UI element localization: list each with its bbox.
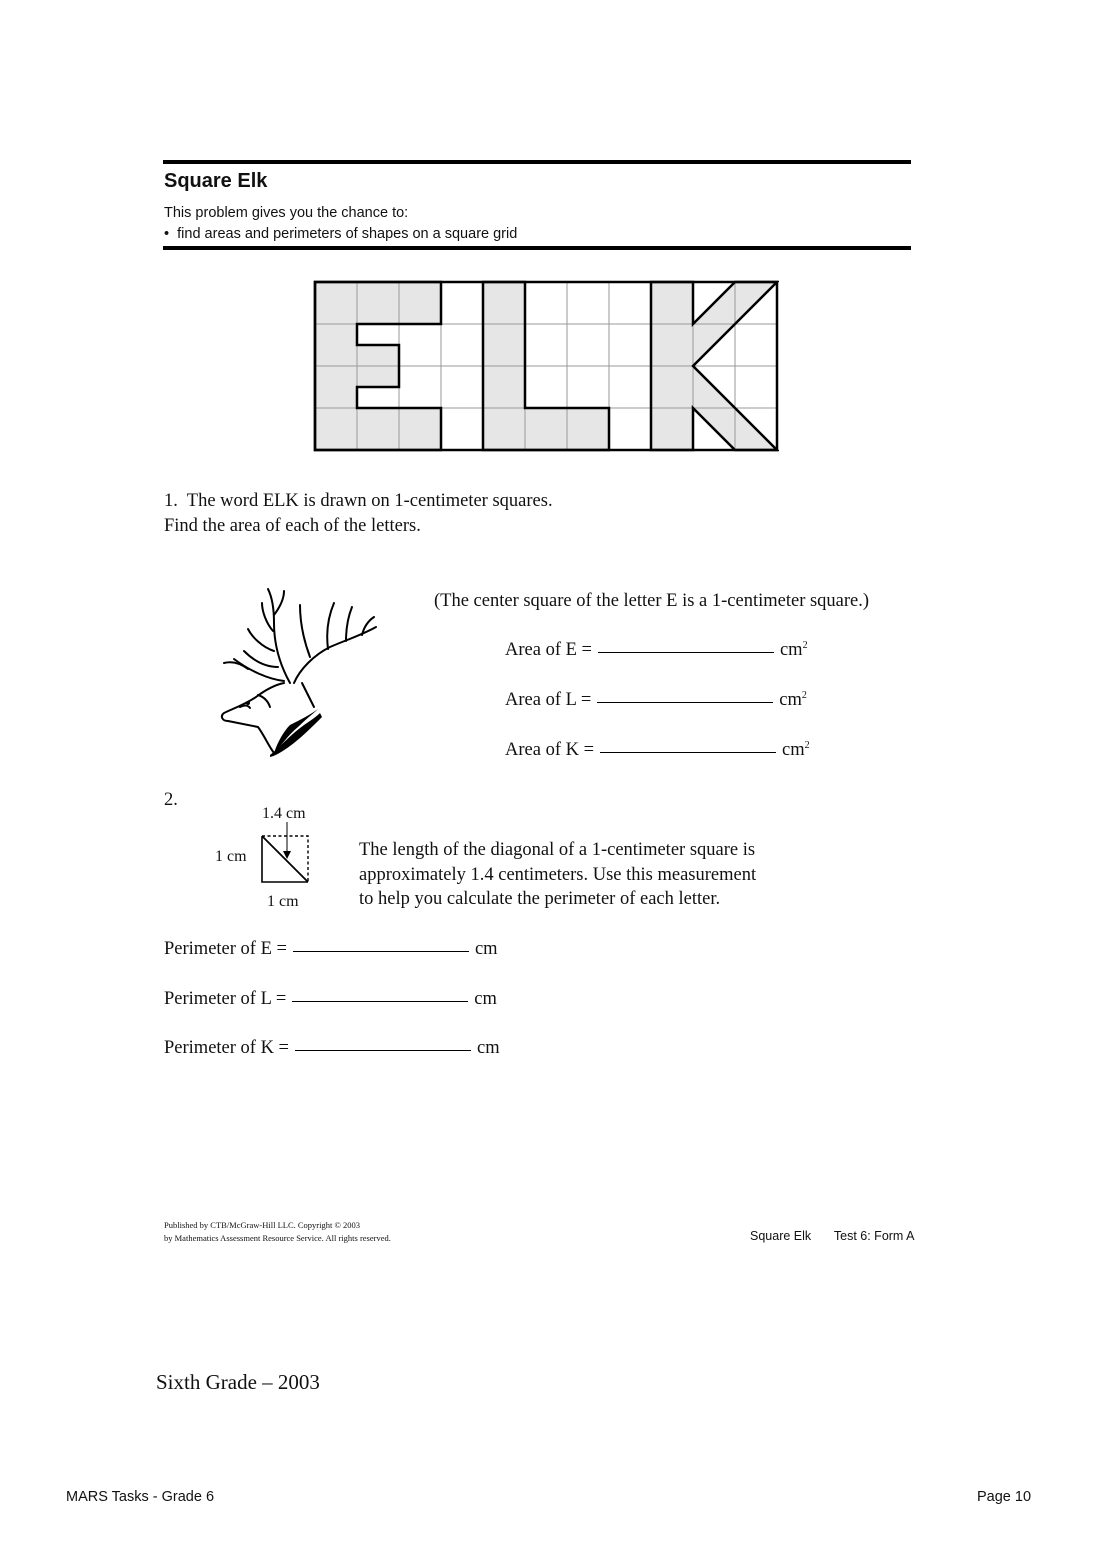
page-number: Page 10 (977, 1489, 1032, 1505)
area-e-row (505, 640, 808, 661)
area-e-exponent: 2 (802, 640, 808, 651)
perimeter-k-label: Perimeter of K = (164, 1038, 289, 1058)
elk-grid-figure (313, 280, 779, 453)
grade-year: Sixth Grade – 2003 (156, 1370, 320, 1394)
area-l-answer-line[interactable] (597, 701, 773, 703)
bottom-label: 1 cm (267, 893, 299, 910)
question1-number: 1. (164, 491, 178, 511)
unit-square-diagram (260, 822, 312, 884)
perimeter-k-unit: cm (477, 1038, 500, 1058)
problem-title: Square Elk (164, 170, 268, 192)
perimeter-e-row (164, 939, 498, 960)
objective-bullet (164, 226, 517, 242)
collection-name: MARS Tasks - Grade 6 (66, 1489, 215, 1505)
perimeter-l-row (164, 989, 497, 1010)
area-k-unit: cm (782, 740, 805, 760)
area-l-row (505, 690, 807, 711)
question1-line1 (164, 491, 553, 512)
side-label: 1 cm (215, 848, 247, 865)
perimeter-e-unit: cm (474, 939, 498, 959)
question2-text-line3: to help you calculate the perimeter of each letter. (359, 889, 721, 909)
area-l-exponent: 2 (801, 690, 807, 701)
top-rule (163, 160, 911, 164)
question1-line2: Find the area of each of the letters. (164, 516, 421, 536)
perimeter-l-label: Perimeter of L = (164, 989, 287, 1009)
intro-text: This problem gives you the chance to: (164, 205, 409, 221)
area-l-label: Area of L = (505, 690, 592, 710)
diagonal-label: 1.4 cm (262, 805, 306, 822)
task-footer (750, 1229, 914, 1243)
question2-text-line2: approximately 1.4 centimeters. Use this measurement (359, 865, 757, 885)
area-k-answer-line[interactable] (600, 751, 776, 753)
question2-number: 2. (164, 790, 178, 810)
question2-text-line1: The length of the diagonal of a 1-centimeter square is (359, 840, 756, 860)
square-diagonal (262, 836, 308, 882)
header-bottom-rule (163, 246, 911, 250)
question1-text: The word ELK is drawn on 1-centimeter squares. (186, 491, 553, 511)
center-square-note: (The center square of the letter E is a 1-centimeter square.) (434, 591, 870, 611)
publisher-line2: by Mathematics Assessment Resource Service. All rights reserved. (164, 1233, 391, 1243)
perimeter-l-unit: cm (474, 989, 497, 1009)
area-k-row (505, 740, 810, 761)
area-k-label: Area of K = (505, 740, 595, 760)
objective-text: find areas and perimeters of shapes on a square grid (177, 226, 518, 242)
task-name: Square Elk (750, 1229, 812, 1243)
perimeter-l-answer-line[interactable] (292, 1000, 468, 1002)
publisher-notice (164, 1219, 391, 1245)
area-l-unit: cm (779, 690, 802, 710)
area-k-exponent: 2 (804, 740, 810, 751)
publisher-line1: Published by CTB/McGraw-Hill LLC. Copyright © 2003 (164, 1220, 361, 1230)
perimeter-k-answer-line[interactable] (295, 1049, 471, 1051)
perimeter-e-label: Perimeter of E = (164, 939, 287, 959)
elk-head-illustration (218, 585, 383, 760)
perimeter-e-answer-line[interactable] (293, 950, 469, 952)
bullet-mark: • (164, 226, 170, 242)
test-form: Test 6: Form A (833, 1229, 915, 1243)
area-e-label: Area of E = (505, 640, 592, 660)
area-e-unit: cm (779, 640, 803, 660)
area-e-answer-line[interactable] (598, 651, 774, 653)
perimeter-k-row (164, 1038, 500, 1059)
